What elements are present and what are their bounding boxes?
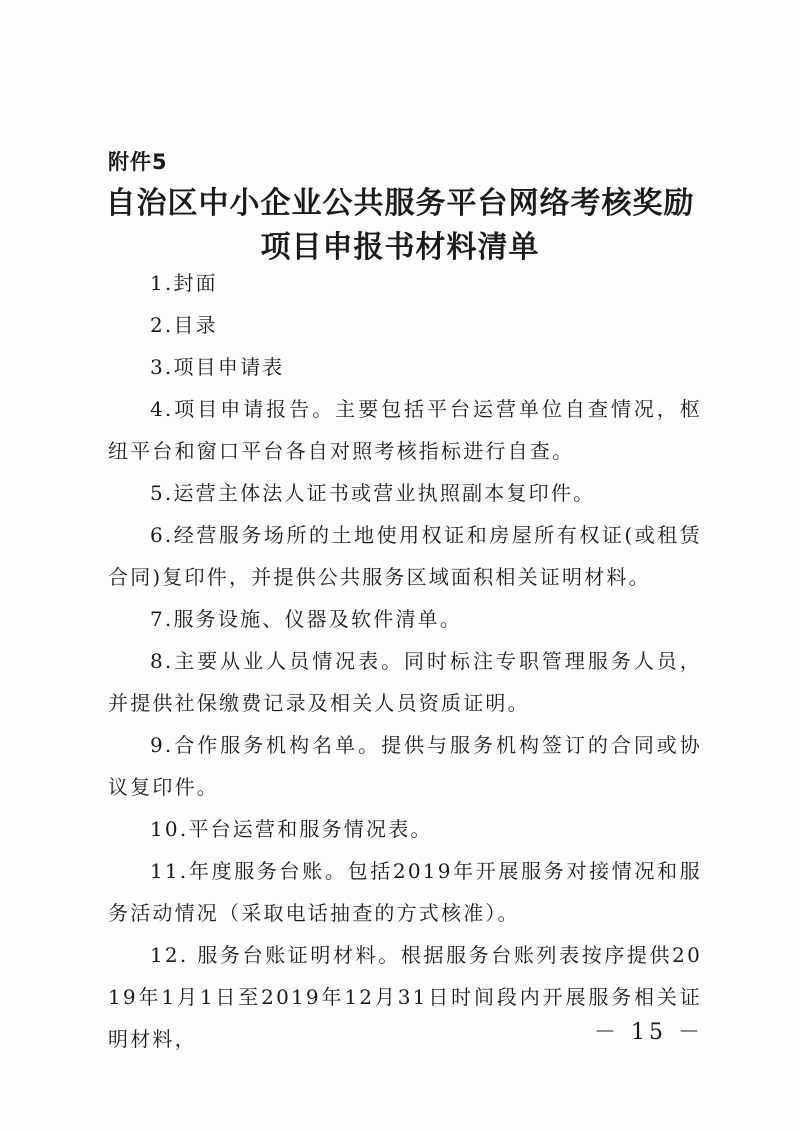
page-number: － 15 － xyxy=(594,1020,704,1045)
list-item-staff-table: 8.主要从业人员情况表。同时标注专职管理服务人员，并提供社保缴费记录及相关人员资质证明。 xyxy=(108,649,702,715)
list-item-license-copy: 5.运营主体法人证书或营业执照副本复印件。 xyxy=(150,481,596,505)
list-item-application-form: 3.项目申请表 xyxy=(150,355,285,379)
list-item-cover: 1.封面 xyxy=(150,271,218,295)
document-title-line-2: 项目申报书材料清单 xyxy=(260,230,540,265)
list-item-contents: 2.目录 xyxy=(150,313,218,337)
attachment-label: 附件5 xyxy=(108,150,168,174)
list-item-ledger-evidence: 12. 服务台账证明材料。根据服务台账列表按序提供2019年1月1日至2019年12月31日时间段内开展服务相关证明材料， xyxy=(108,943,702,1051)
list-item-equipment-list: 7.服务设施、仪器及软件清单。 xyxy=(150,607,463,631)
list-item-application-report: 4.项目申请报告。主要包括平台运营单位自查情况，枢纽平台和窗口平台各自对照考核指标进行自查。 xyxy=(108,397,702,463)
list-item-partner-institutions: 9.合作服务机构名单。提供与服务机构签订的合同或协议复印件。 xyxy=(108,733,702,799)
list-item-property-certificates: 6.经营服务场所的土地使用权证和房屋所有权证(或租赁合同)复印件，并提供公共服务区域面积相关证明材料。 xyxy=(108,523,702,589)
list-item-service-ledger: 11.年度服务台账。包括2019年开展服务对接情况和服务活动情况（采取电话抽查的方式核准）。 xyxy=(108,859,702,925)
document-title-line-1: 自治区中小企业公共服务平台网络考核奖励 xyxy=(105,186,695,221)
materials-list xyxy=(108,262,702,1060)
list-item-operation-table: 10.平台运营和服务情况表。 xyxy=(150,817,433,841)
